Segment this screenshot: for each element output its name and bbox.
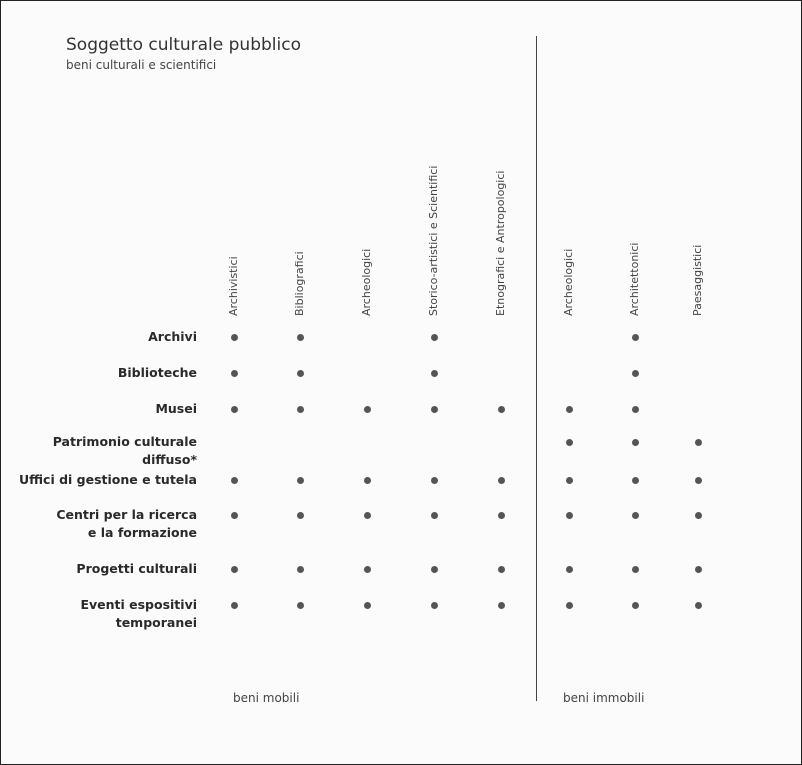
matrix-dot [632, 370, 639, 377]
matrix-dot [364, 512, 371, 519]
column-header-label: Bibliografici [293, 251, 306, 316]
matrix-dot [431, 566, 438, 573]
matrix-dot [632, 439, 639, 446]
matrix-dot [632, 566, 639, 573]
matrix-dot [297, 406, 304, 413]
matrix-dot [431, 334, 438, 341]
matrix-dot [566, 406, 573, 413]
matrix-dot [431, 406, 438, 413]
row-label [1, 471, 197, 489]
column-header [560, 96, 578, 316]
row-label [1, 433, 197, 469]
matrix-dot [364, 477, 371, 484]
column-header-label: Etnografici e Antropologici [494, 170, 507, 316]
page-title: Soggetto culturale pubblico [66, 35, 301, 55]
matrix-dot [431, 512, 438, 519]
column-header [425, 96, 443, 316]
matrix-dot [231, 512, 238, 519]
column-header [291, 96, 309, 316]
matrix-dot [632, 477, 639, 484]
matrix-dot [364, 602, 371, 609]
matrix-dot [231, 602, 238, 609]
matrix-dot [566, 602, 573, 609]
row-label-line: temporanei [115, 615, 197, 630]
row-label-line: Centri per la ricerca [56, 507, 197, 522]
matrix-dot [231, 566, 238, 573]
matrix-dot [431, 370, 438, 377]
row-label-line: Patrimonio culturale diffuso* [52, 434, 197, 467]
matrix-dot [695, 512, 702, 519]
row-label [1, 328, 197, 346]
row-label-line: Eventi espositivi [80, 597, 197, 612]
column-header [492, 96, 510, 316]
column-header [225, 96, 243, 316]
matrix-dot [498, 566, 505, 573]
row-label-line: Archivi [148, 329, 197, 344]
matrix-dot [632, 512, 639, 519]
group-divider [536, 36, 537, 701]
matrix-dot [364, 566, 371, 573]
matrix-dot [566, 512, 573, 519]
matrix-dot [297, 370, 304, 377]
matrix-dot [231, 370, 238, 377]
row-label [1, 400, 197, 418]
matrix-dot [431, 477, 438, 484]
matrix-dot [231, 477, 238, 484]
row-label-line: Progetti culturali [76, 561, 197, 576]
matrix-dot [297, 477, 304, 484]
row-label-line: Biblioteche [117, 365, 197, 380]
matrix-dot [695, 566, 702, 573]
column-header [626, 96, 644, 316]
row-label [1, 560, 197, 578]
matrix-dot [498, 602, 505, 609]
matrix-dot [231, 334, 238, 341]
matrix-dot [695, 477, 702, 484]
matrix-dot [364, 406, 371, 413]
column-header-label: Architettonici [628, 242, 641, 316]
matrix-dot [566, 566, 573, 573]
column-header-label: Storico-artistici e Scientifici [427, 165, 440, 316]
matrix-dot [231, 406, 238, 413]
column-header-label: Paesaggistici [691, 244, 704, 316]
matrix-dot [632, 602, 639, 609]
page-subtitle: beni culturali e scientifici [66, 58, 217, 72]
column-header-label: Archivistici [227, 256, 240, 316]
column-header [689, 96, 707, 316]
matrix-dot [566, 477, 573, 484]
matrix-dot [297, 334, 304, 341]
matrix-dot [297, 566, 304, 573]
matrix-dot [695, 602, 702, 609]
row-label [1, 364, 197, 382]
row-label [1, 596, 197, 632]
column-header-label: Archeologici [360, 248, 373, 316]
matrix-dot [297, 512, 304, 519]
matrix-dot [498, 406, 505, 413]
row-label-line: Uffici di gestione e tutela [18, 472, 197, 487]
row-label [1, 506, 197, 542]
column-header [358, 96, 376, 316]
matrix-dot [632, 406, 639, 413]
matrix-dot [431, 602, 438, 609]
matrix-dot [632, 334, 639, 341]
row-label-line: e la formazione [87, 525, 197, 540]
group-label-mobili: beni mobili [233, 691, 300, 705]
matrix-dot [566, 439, 573, 446]
matrix-dot [695, 439, 702, 446]
column-header-label: Archeologici [562, 248, 575, 316]
matrix-dot [498, 512, 505, 519]
matrix-dot [297, 602, 304, 609]
matrix-dot [498, 477, 505, 484]
group-label-immobili: beni immobili [563, 691, 645, 705]
row-label-line: Musei [155, 401, 197, 416]
